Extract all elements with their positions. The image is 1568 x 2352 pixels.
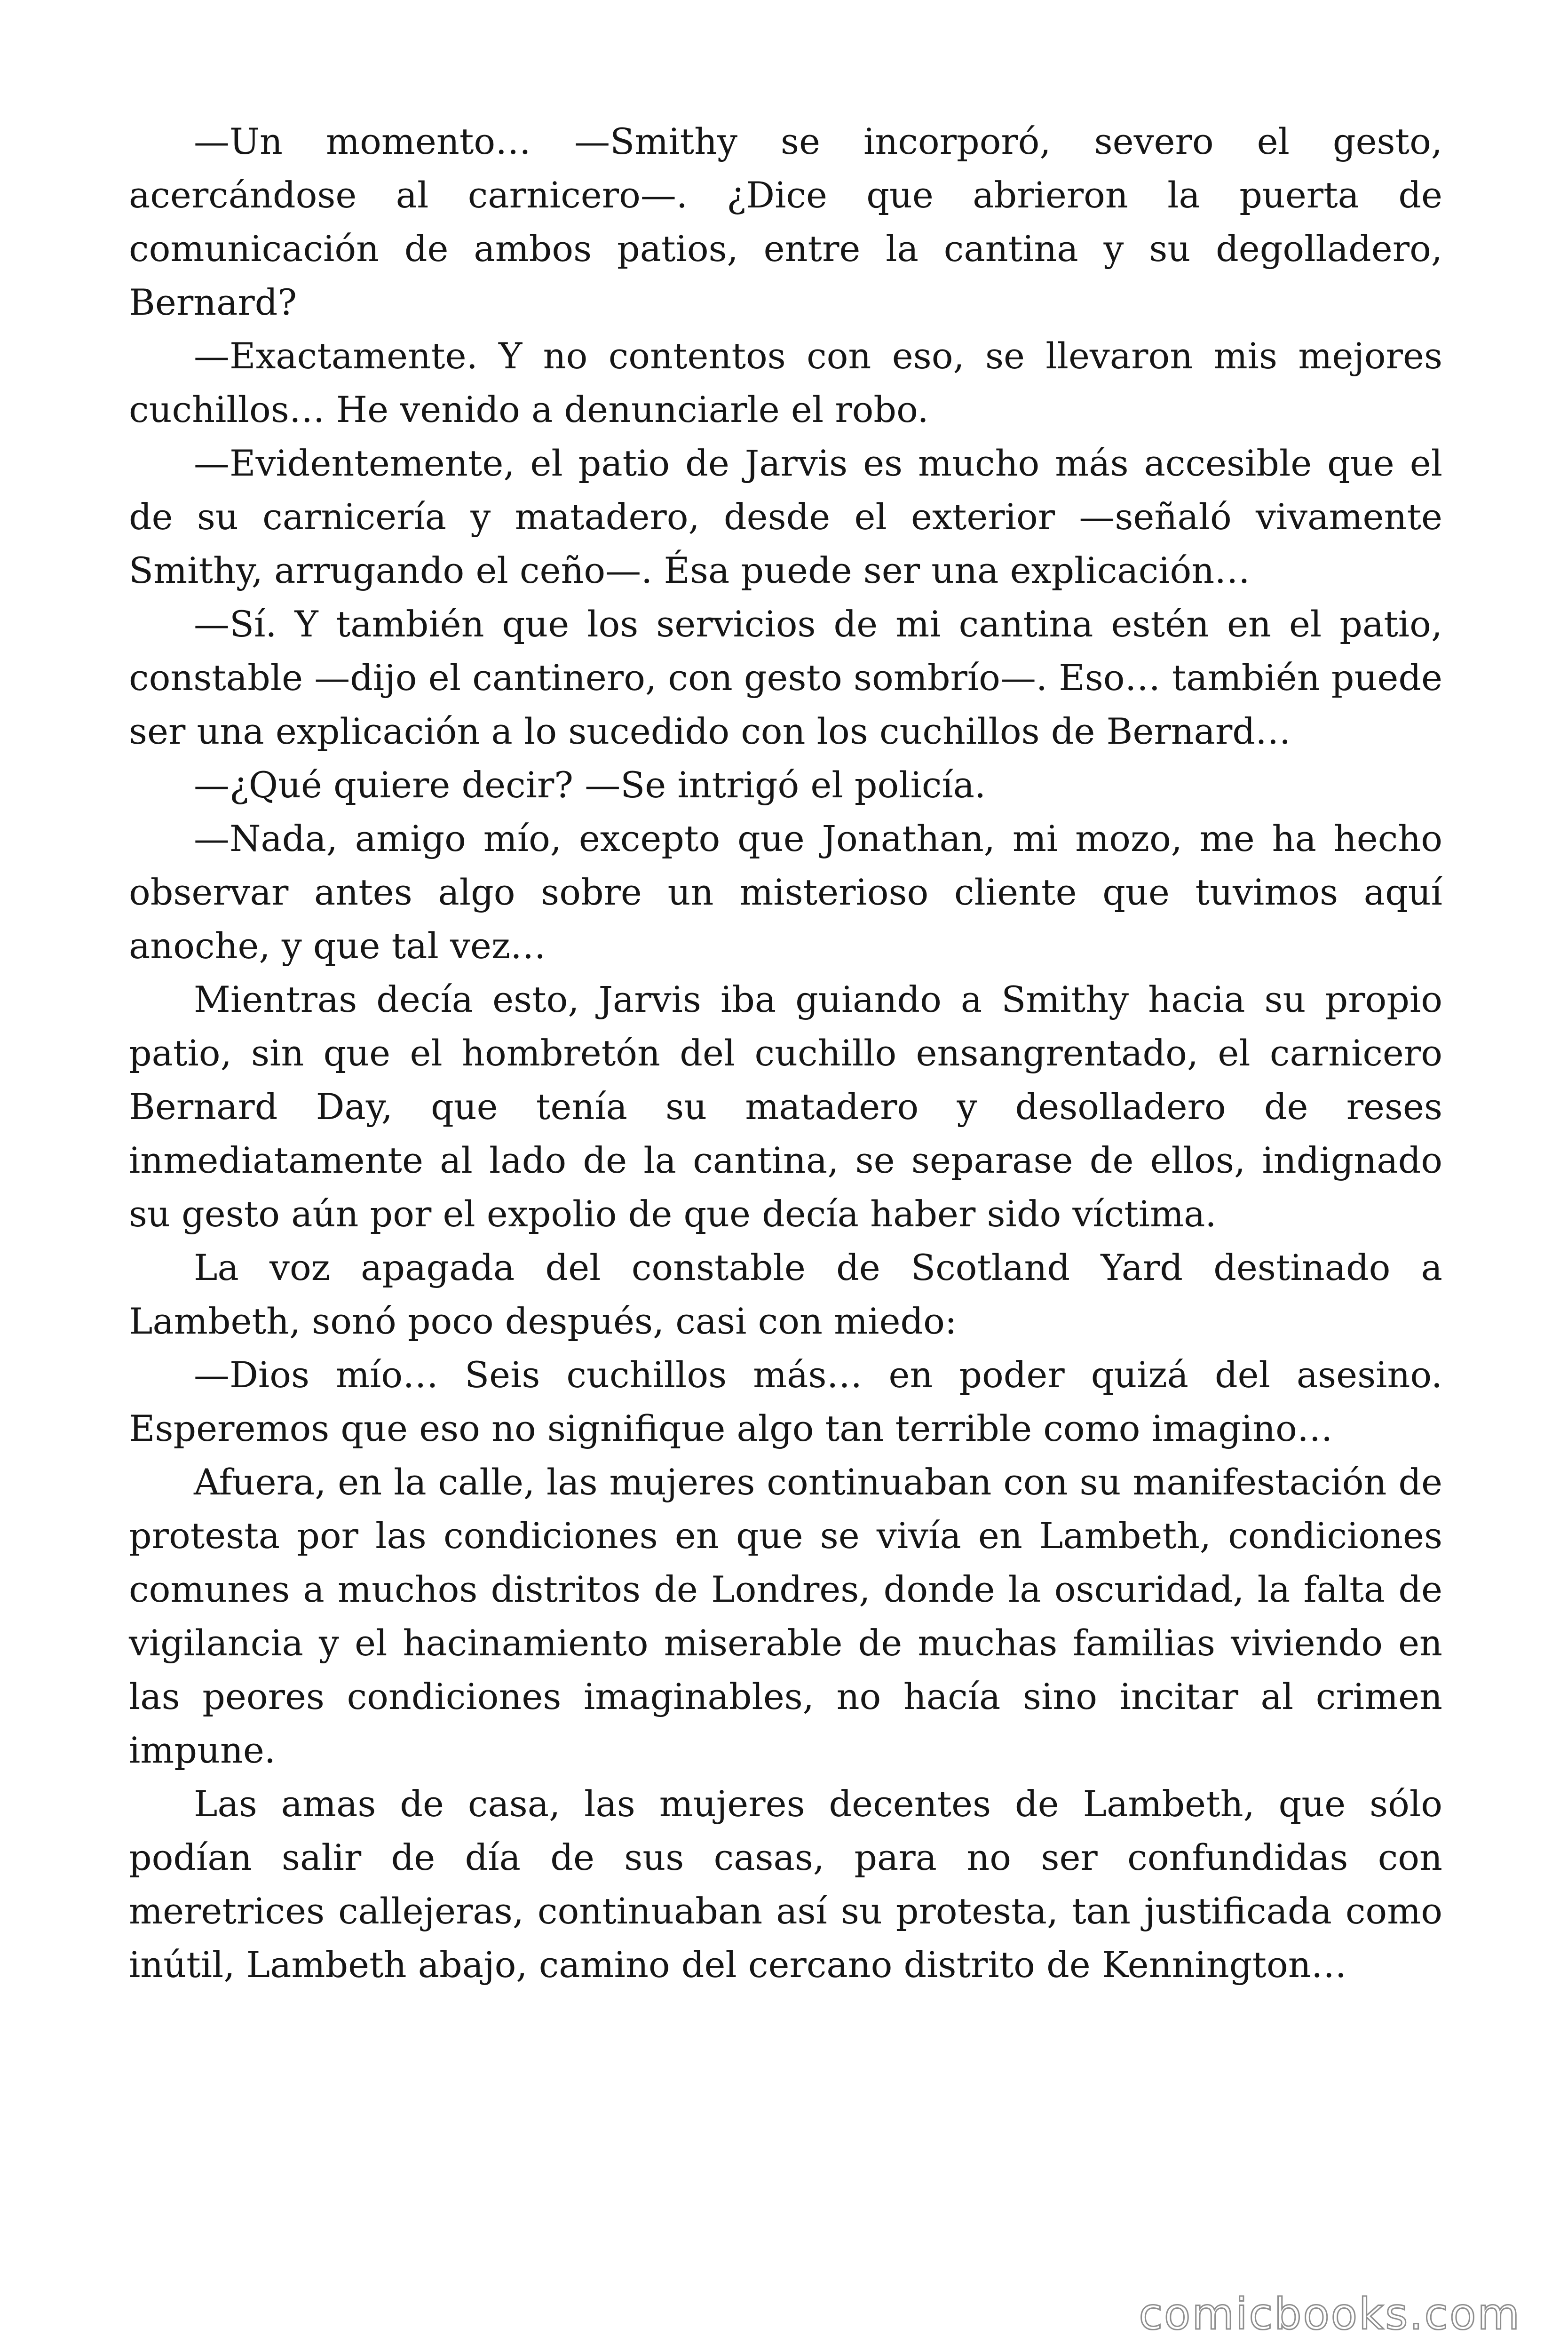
watermark: comicbooks.com: [1139, 2289, 1521, 2339]
paragraph: —Exactamente. Y no contentos con eso, se llevaron mis mejores cuchillos… He venido a denunciarle el robo.: [129, 335, 1442, 430]
paragraph: Las amas de casa, las mujeres decentes de Lambeth, que sólo podían salir de día de sus casas, para no ser confundidas con meretrices callejeras, continuaban así su protesta, tan justificada como inútil, Lambeth abajo, camino del cercano distrito de Kennington…: [129, 1783, 1442, 1986]
paragraph: Afuera, en la calle, las mujeres continuaban con su manifestación de protesta por las condiciones en que se vivía en Lambeth, condiciones comunes a muchos distritos de Londres, donde la oscuridad, la falta de vigilancia y el hacinamiento miserable de muchas familias viviendo en las peores condiciones imaginables, no hacía sino incitar al crimen impune.: [129, 1461, 1442, 1771]
paragraph: —Sí. Y también que los servicios de mi cantina estén en el patio, constable —dijo el cantinero, con gesto sombrío—. Eso… también puede ser una explicación a lo sucedido con los cuchillos de Bernard…: [129, 603, 1442, 752]
paragraph: La voz apagada del constable de Scotland Yard destinado a Lambeth, sonó poco después, casi con miedo:: [129, 1247, 1442, 1342]
paragraph: —Nada, amigo mío, excepto que Jonathan, mi mozo, me ha hecho observar antes algo sobre un misterioso cliente que tuvimos aquí anoche, y que tal vez…: [129, 818, 1442, 967]
body-text: [129, 115, 1442, 1992]
paragraph: —Dios mío… Seis cuchillos más… en poder quizá del asesino. Esperemos que eso no signifique algo tan terrible como imagino…: [129, 1354, 1442, 1449]
paragraph: —Evidentemente, el patio de Jarvis es mucho más accesible que el de su carnicería y matadero, desde el exterior —señaló vivamente Smithy, arrugando el ceño—. Ésa puede ser una explicación…: [129, 442, 1442, 591]
paragraph: Mientras decía esto, Jarvis iba guiando a Smithy hacia su propio patio, sin que el hombretón del cuchillo ensangrentado, el carnicero Bernard Day, que tenía su matadero y desolladero de reses inmediatamente al lado de la cantina, se separase de ellos, indignado su gesto aún por el expolio de que decía haber sido víctima.: [129, 978, 1442, 1235]
paragraph: —Un momento… —Smithy se incorporó, severo el gesto, acercándose al carnicero—. ¿Dice que abrieron la puerta de comunicación de ambos patios, entre la cantina y su degolladero, Bernard?: [129, 120, 1442, 323]
paragraph: —¿Qué quiere decir? —Se intrigó el policía.: [194, 764, 986, 806]
